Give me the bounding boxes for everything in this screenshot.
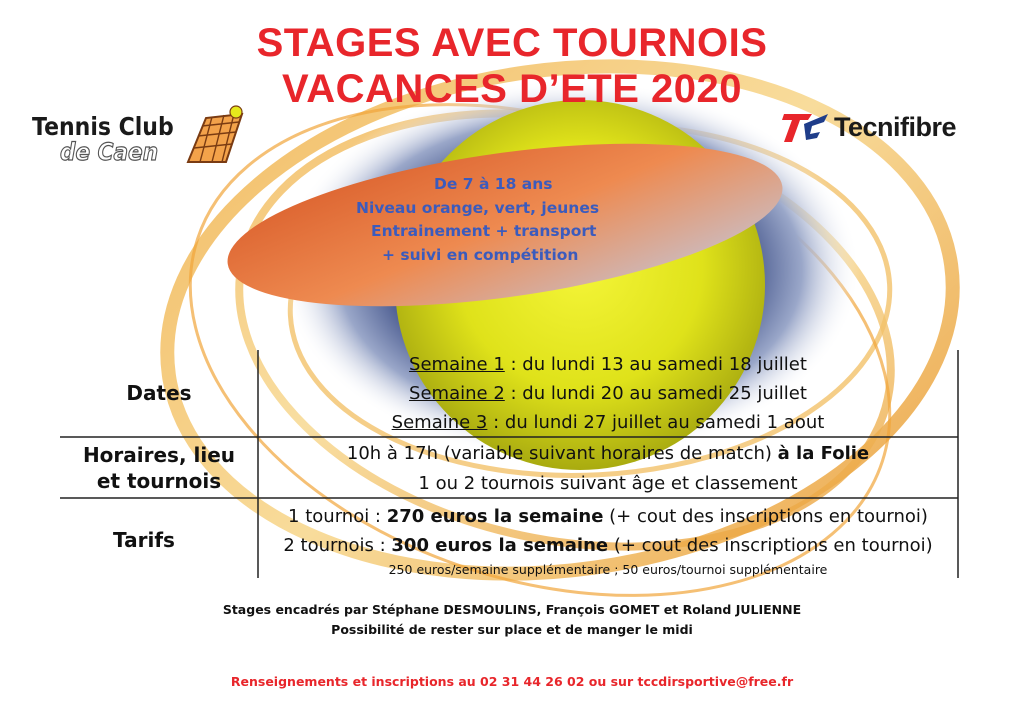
tarif-2-post: (+ cout des inscriptions en tournoi) (608, 535, 933, 556)
tarif-2-pre: 2 tournois : (283, 535, 392, 556)
tarif-1-pre: 1 tournoi : (288, 506, 387, 527)
week-3-name: Semaine 3 (391, 412, 488, 433)
horaires-location: à la Folie (777, 443, 870, 464)
week-2-name: Semaine 2 (409, 383, 505, 404)
week-3-row (258, 412, 958, 433)
tarifs-label: Tarifs (113, 528, 175, 552)
highlight-age: De 7 à 18 ans (434, 175, 553, 193)
horaires-label-line2: et tournois (96, 469, 222, 493)
highlight-training: Entrainement + transport (371, 222, 597, 240)
page-title-line1: STAGES AVEC TOURNOIS (256, 21, 768, 65)
tarif-2-row (258, 535, 958, 556)
sponsor-name: Tecnifibre (834, 112, 957, 142)
tarif-1-row (258, 506, 958, 527)
lunch-line: Possibilité de rester sur place et de manger le midi (331, 622, 693, 637)
club-city: de Caen (60, 138, 159, 166)
highlight-followup: + suivi en compétition (382, 246, 579, 264)
tarif-1-price: 270 euros la semaine (386, 506, 604, 527)
horaires-label (50, 442, 268, 494)
horaires-row (258, 443, 958, 464)
club-name: Tennis Club (32, 112, 174, 141)
highlight-level: Niveau orange, vert, jeunes (356, 199, 600, 217)
week-2-row (258, 383, 958, 404)
week-1-dates: : du lundi 13 au samedi 18 juillet (504, 354, 807, 375)
coaches-line: Stages encadrés par Stéphane DESMOULINS, François GOMET et Roland JULIENNE (222, 602, 802, 617)
highlight-text (0, 0, 1024, 300)
week-3-dates: : du lundi 27 juillet au samedi 1 aout (487, 412, 825, 433)
horaires-label-line1: Horaires, lieu (82, 443, 236, 467)
page-title-line2: VACANCES D’ETE 2020 (281, 67, 742, 111)
dates-label: Dates (126, 381, 192, 405)
contact-line: Renseignements et inscriptions au 02 31 44 26 02 ou sur tccdirsportive@free.fr (230, 674, 794, 689)
horaires-text: 10h à 17h (variable suivant horaires de match) (346, 443, 778, 464)
week-1-row (258, 354, 958, 375)
tarif-1-post: (+ cout des inscriptions en tournoi) (603, 506, 928, 527)
tournois-row: 1 ou 2 tournois suivant âge et classement (418, 473, 798, 494)
tarif-note: 250 euros/semaine supplémentaire ; 50 euros/tournoi supplémentaire (388, 562, 828, 577)
week-2-dates: : du lundi 20 au samedi 25 juillet (504, 383, 807, 404)
week-1-name: Semaine 1 (409, 354, 505, 375)
tarif-2-price: 300 euros la semaine (391, 535, 609, 556)
